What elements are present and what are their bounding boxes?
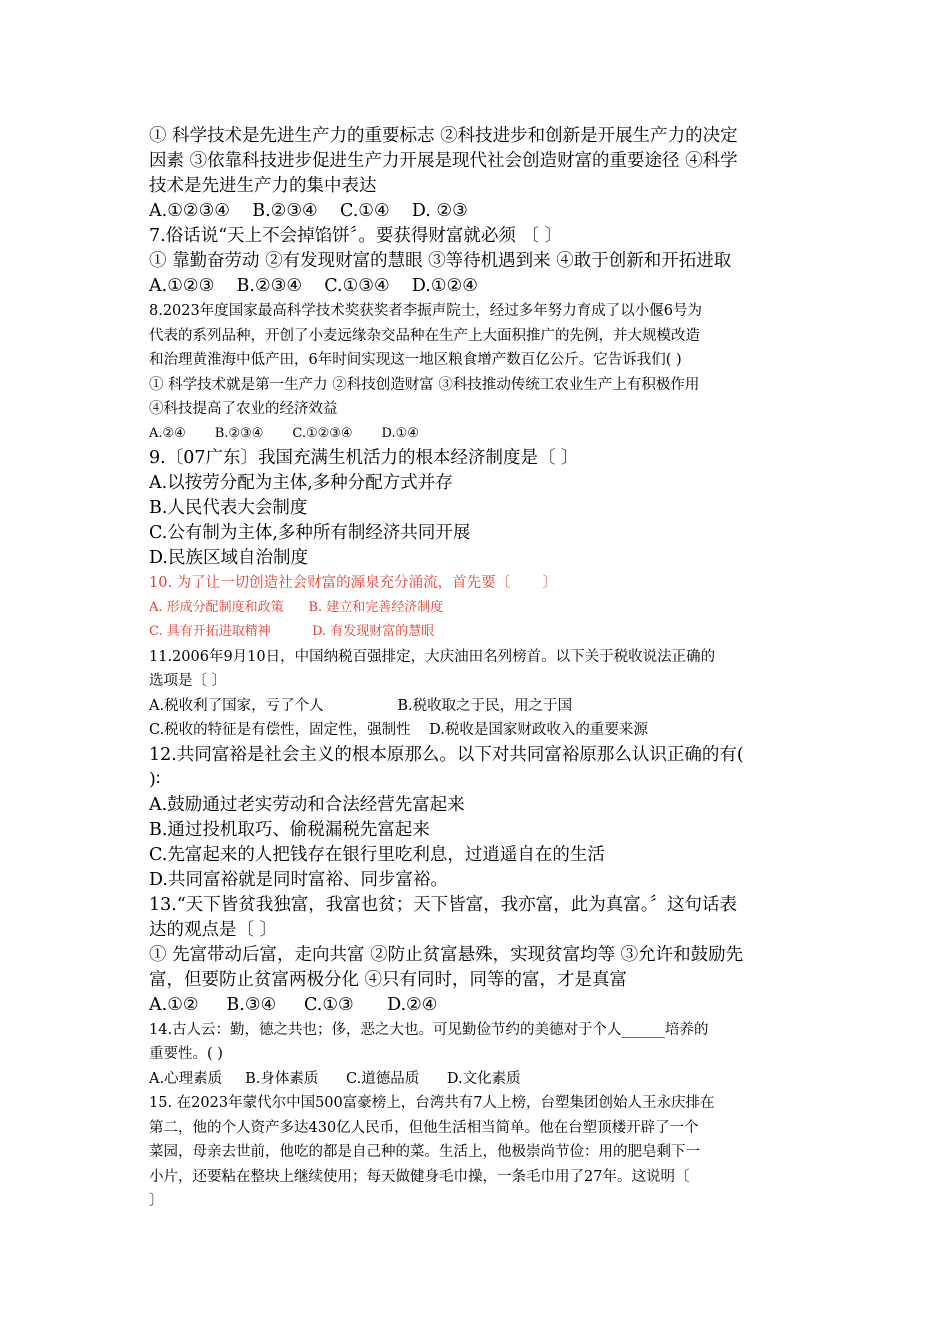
- text-line: 技术是先进生产力的集中表达: [149, 176, 377, 196]
- option-a: A.鼓励通过老实劳动和合法经营先富起来: [149, 794, 465, 815]
- question-7: [149, 224, 809, 299]
- question-stem: 15. 在2023年蒙代尔中国500富豪榜上，台湾共有7人上榜，台塑集团创始人王永庆排在: [149, 1095, 715, 1111]
- options-ab: A. 形成分配制度和政策 B. 建立和完善经济制度: [149, 599, 444, 615]
- question-options: ① 靠勤奋劳动 ②有发现财富的慧眼 ③等待机遇到来 ④敢于创新和开拓进取: [149, 251, 732, 271]
- answer-choices: A.心理素质 B.身体素质 C.道德品质 D.文化素质: [149, 1070, 521, 1087]
- options-ab: A.税收利了国家，亏了个人 B.税收取之于民，用之于国: [149, 697, 573, 714]
- question-options: ④科技提高了农业的经济效益: [149, 401, 338, 417]
- question-stem: 7.俗话说“天上不会掉馅饼〞。要获得财富就必须 〔 〕: [149, 226, 563, 246]
- question-list: [149, 124, 809, 1214]
- question-14: [149, 1018, 809, 1092]
- option-a: A.以按劳分配为主体,多种分配方式并存: [149, 473, 453, 493]
- option-b: B.通过投机取巧、偷税漏税先富起来: [149, 819, 430, 840]
- question-stem: 达的观点是〔 〕: [149, 919, 278, 940]
- question-stem: 重要性。( ): [149, 1046, 223, 1062]
- question-stem: 第二，他的个人资产多达430亿人民币，但他生活相当简单。他在台塑顶楼开辟了一个: [149, 1119, 699, 1136]
- question-6-options: [149, 124, 809, 224]
- question-options: 富，但要防止贫富两极分化 ④只有同时，同等的富，才是真富: [149, 969, 628, 990]
- answer-choices: A.①②③④ B.②③④ C.①④ D. ②③: [149, 201, 468, 221]
- answer-choices: A.①② B.③④ C.①③ D.②④: [149, 994, 438, 1015]
- question-stem: 和治理黄淮海中低产田，6年时间实现这一地区粮食增产数百亿公斤。它告诉我们( ): [149, 352, 682, 368]
- question-11: [149, 645, 809, 743]
- option-c: C.先富起来的人把钱存在银行里吃利息，过逍遥自在的生活: [149, 844, 605, 865]
- answer-choices: A.①②③ B.②③④ C.①③④ D.①②④: [149, 276, 478, 296]
- question-10: [149, 571, 809, 645]
- question-stem: 13.“天下皆贫我独富，我富也贫；天下皆富，我亦富，此为真富。〞这句话表: [149, 894, 738, 915]
- question-stem: 选项是〔 〕: [149, 673, 227, 689]
- question-options: ① 科学技术就是第一生产力 ②科技创造财富 ③科技推动传统工农业生产上有积极作用: [149, 376, 700, 393]
- question-12: [149, 743, 809, 893]
- options-cd: C.税收的特征是有偿性，固定性，强制性 D.税收是国家财政收入的重要来源: [149, 722, 648, 738]
- option-c: C.公有制为主体,多种所有制经济共同开展: [149, 523, 471, 543]
- question-8: [149, 299, 809, 446]
- question-stem: 10. 为了让一切创造社会财富的源泉充分涌流，首先要〔 〕: [149, 575, 557, 591]
- question-options: ① 先富带动后富，走向共富 ②防止贫富悬殊，实现贫富均等 ③允许和鼓励先: [149, 944, 744, 965]
- question-stem: 8.2023年度国家最高科学技术奖获奖者李振声院士，经过多年努力育成了以小偃6号为: [149, 303, 702, 319]
- question-stem: 菜园，母亲去世前，他吃的都是自己种的菜。生活上，他极崇尚节俭：用的肥皂剩下一: [149, 1144, 700, 1160]
- question-stem: )∶: [149, 769, 161, 790]
- question-9: [149, 446, 809, 571]
- option-d: D.民族区域自治制度: [149, 548, 308, 568]
- question-stem: 14.古人云：勤，德之共也；侈，恶之大也。可见勤俭节约的美德对于个人______培养的: [149, 1021, 709, 1038]
- question-stem: 〕: [149, 1193, 164, 1209]
- question-13: [149, 893, 809, 1018]
- option-b: B.人民代表大会制度: [149, 498, 308, 518]
- options-cd: C. 具有开拓进取精神 D. 有发现财富的慧眼: [149, 624, 435, 639]
- question-stem: 9.〔07广东〕我国充满生机活力的根本经济制度是〔 〕: [149, 448, 579, 468]
- question-stem: 12.共同富裕是社会主义的根本原那么。以下对共同富裕原那么认识正确的有(: [149, 744, 744, 765]
- text-line: ① 科学技术是先进生产力的重要标志 ②科技进步和创新是开展生产力的决定: [149, 126, 738, 146]
- question-stem: 代表的系列品种，开创了小麦远缘杂交品种在生产上大面积推广的先例，并大规模改造: [149, 327, 700, 344]
- text-line: 因素 ③依靠科技进步促进生产力开展是现代社会创造财富的重要途径 ④科学: [149, 151, 738, 171]
- question-stem: 11.2006年9月10日，中国纳税百强排定，大庆油田名列榜首。以下关于税收说法正确的: [149, 648, 716, 665]
- question-stem: 小片，还要粘在整块上继续使用；每天做健身毛巾操，一条毛巾用了27年。这说明〔: [149, 1168, 690, 1185]
- question-15: [149, 1091, 809, 1214]
- option-d: D.共同富裕就是同时富裕、同步富裕。: [149, 869, 448, 890]
- answer-choices: A.②④ B.②③④ C.①②③④ D.①④: [149, 425, 419, 441]
